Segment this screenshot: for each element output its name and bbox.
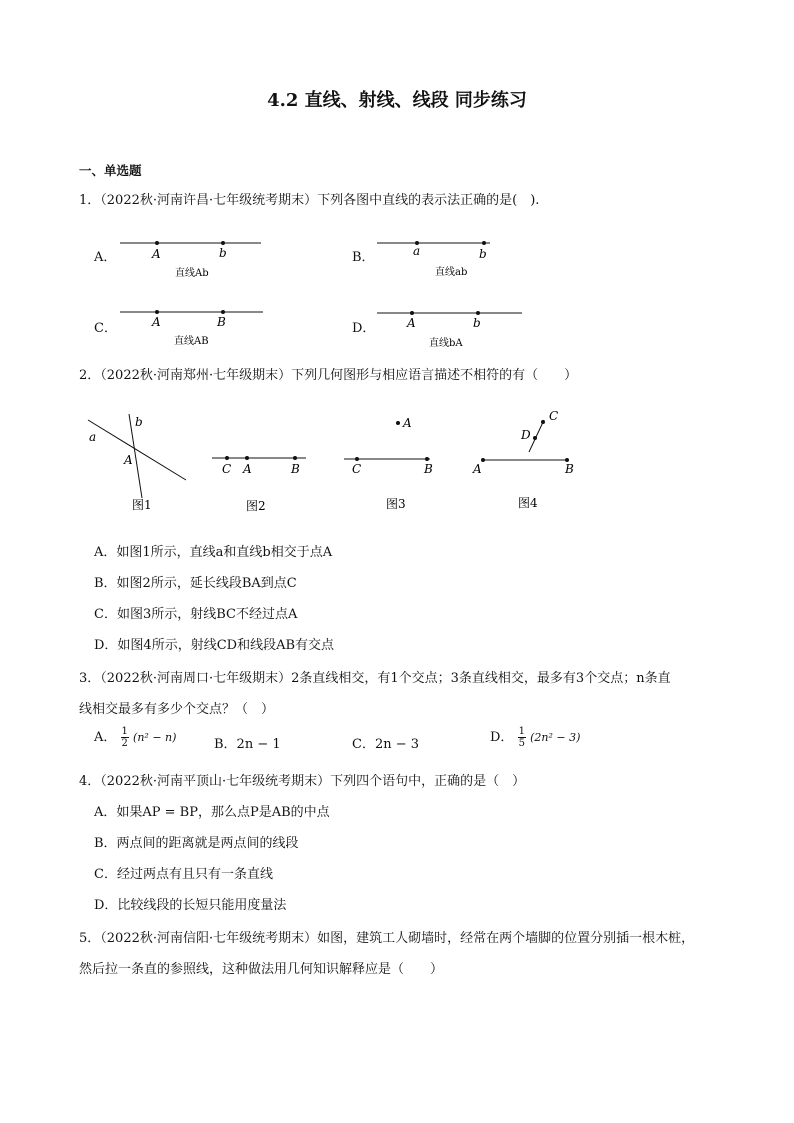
q1-option-c-label: C． <box>94 321 117 336</box>
q4-option-d: D．比较线段的长短只能用度量法 <box>94 898 287 913</box>
q1-option-b-figure <box>372 234 522 284</box>
question-1-stem: 1．（2022秋·河南许昌·七年级统考期末）下列各图中直线的表示法正确的是( ). <box>79 193 540 208</box>
point-label: b <box>473 316 481 330</box>
fraction-denominator: 5 <box>518 738 525 749</box>
figure-caption: 图1 <box>132 498 152 512</box>
point-dot <box>221 241 225 245</box>
q1-option-d-figure <box>372 304 527 354</box>
point-label: C <box>549 409 559 423</box>
q2-figure-4 <box>468 406 588 516</box>
line-label: a <box>89 430 97 444</box>
q1-option-b-label: B． <box>352 250 375 265</box>
q2-option-b: B．如图2所示，延长线段BA到点C <box>94 576 297 591</box>
option-label: A． <box>94 730 117 745</box>
q2-figure-1 <box>84 408 194 518</box>
question-3-stem-line-1: 3．（2022秋·河南周口·七年级期末）2条直线相交，有1个交点；3条直线相交，最多有3个交点；n条直 <box>79 671 671 686</box>
fraction <box>121 726 129 749</box>
point-dot <box>396 421 400 425</box>
point-dot <box>293 456 297 460</box>
question-5-stem-line-1: 5．（2022秋·河南信阳·七年级统考期末）如图，建筑工人砌墙时，经常在两个墙脚的位置分别插一根木桩， <box>79 931 695 946</box>
option-label: D． <box>490 730 514 745</box>
figure-caption: 图2 <box>246 499 266 513</box>
fraction-numerator: 1 <box>121 726 128 737</box>
point-dot <box>225 456 229 460</box>
q4-option-c: C．经过两点有且只有一条直线 <box>94 867 273 882</box>
point-label: B <box>217 315 226 329</box>
figure-caption: 直线Ab <box>175 268 209 279</box>
q3-option-b: B．2n − 1 <box>214 737 281 752</box>
point-dot <box>533 436 537 440</box>
fraction <box>518 726 526 749</box>
point-label: b <box>219 246 227 260</box>
point-label: A <box>473 462 482 476</box>
q1-option-c-figure <box>115 304 265 354</box>
q2-option-c: C．如图3所示，射线BC不经过点A <box>94 607 298 622</box>
point-label: D <box>521 428 531 442</box>
point-label: a <box>413 244 421 258</box>
question-3-stem-line-2: 线相交最多有多少个交点？（ ） <box>79 702 275 717</box>
point-dot <box>155 241 159 245</box>
point-label: A <box>152 315 161 329</box>
q3-option-d <box>490 726 580 749</box>
point-label: A <box>243 462 252 476</box>
line-label: b <box>135 415 143 429</box>
q1-option-a-figure <box>115 234 265 284</box>
point-label: B <box>424 462 433 476</box>
q2-option-a: A．如图1所示，直线a和直线b相交于点A <box>94 545 333 560</box>
page-title: 4.2 直线、射线、线段 同步练习 <box>267 90 527 111</box>
q3-option-c: C．2n − 3 <box>352 737 420 752</box>
point-label: b <box>479 247 487 261</box>
figure-caption: 直线AB <box>174 336 209 347</box>
point-dot <box>155 310 159 314</box>
q3-option-a <box>94 726 176 749</box>
expression: (2n² − 3) <box>530 731 581 744</box>
point-label: A <box>152 247 161 261</box>
q4-option-b: B．两点间的距离就是两点间的线段 <box>94 836 299 851</box>
point-label: A <box>403 416 412 430</box>
point-label: A <box>407 316 416 330</box>
q2-figure-2 <box>206 440 316 520</box>
point-dot <box>425 457 429 461</box>
figure-caption: 直线bA <box>429 338 463 349</box>
q4-option-a: A．如果AP = BP，那么点P是AB的中点 <box>94 805 330 820</box>
q2-figure-3 <box>340 410 450 516</box>
figure-caption: 图3 <box>386 497 406 511</box>
point-label: C <box>352 462 362 476</box>
point-label: B <box>565 462 574 476</box>
question-2-stem: 2．（2022秋·河南郑州·七年级期末）下列几何图形与相应语言描述不相符的有（ ） <box>79 368 578 383</box>
q1-option-d-label: D． <box>352 321 376 336</box>
point-dot <box>245 456 249 460</box>
point-dot <box>476 311 480 315</box>
point-dot <box>410 311 414 315</box>
figure-caption: 直线ab <box>435 267 468 278</box>
point-dot <box>221 310 225 314</box>
question-5-stem-line-2: 然后拉一条直的参照线，这种做法用几何知识解释应是（ ） <box>79 962 444 977</box>
point-label: A <box>124 453 133 467</box>
expression: (n² − n) <box>133 731 177 744</box>
question-4-stem: 4．（2022秋·河南平顶山·七年级统考期末）下列四个语句中，正确的是（ ） <box>79 774 526 789</box>
point-dot <box>482 241 486 245</box>
fraction-denominator: 2 <box>121 738 128 749</box>
section-heading: 一、单选题 <box>79 163 142 178</box>
q1-option-a-label: A． <box>94 250 117 265</box>
point-dot <box>355 457 359 461</box>
q2-option-d: D．如图4所示，射线CD和线段AB有交点 <box>94 638 335 653</box>
fraction-numerator: 1 <box>518 726 525 737</box>
point-dot <box>541 420 545 424</box>
figure-caption: 图4 <box>518 496 538 510</box>
point-label: C <box>222 462 232 476</box>
point-label: B <box>291 462 300 476</box>
